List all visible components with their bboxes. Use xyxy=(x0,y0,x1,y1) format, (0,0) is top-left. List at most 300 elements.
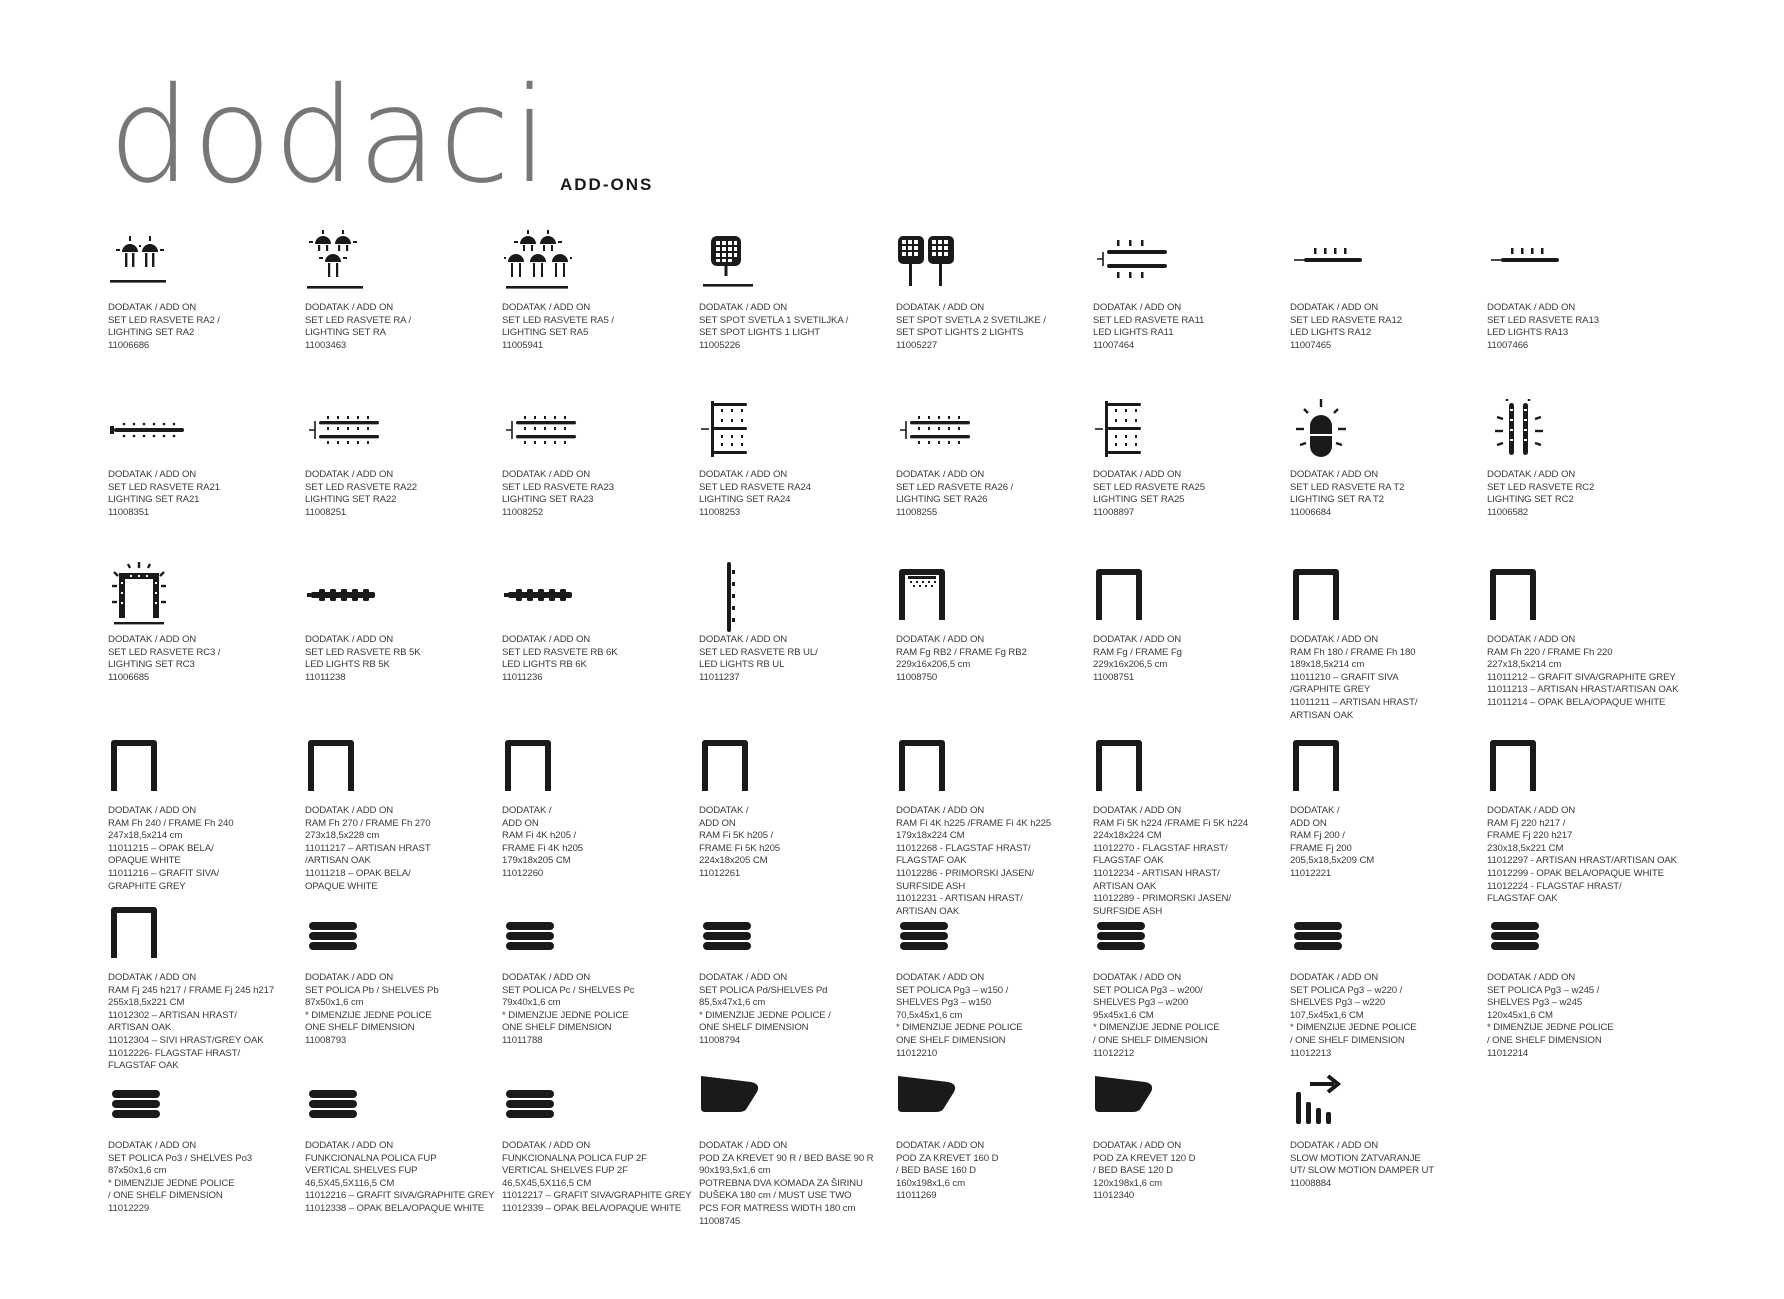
addon-item xyxy=(896,1068,1086,1202)
addon-text-line: FUNKCIONALNA POLICA FUP 2F xyxy=(502,1152,647,1164)
addon-text-line: DODATAK / ADD ON xyxy=(502,302,591,313)
addon-item xyxy=(1093,733,1283,917)
addon-text-line: SET LED RASVETE RA T2 xyxy=(1290,481,1405,493)
addon-description xyxy=(502,302,614,352)
addon-text-line: DODATAK / ADD ON xyxy=(1487,972,1576,983)
addon-text-line: 11005226 xyxy=(699,339,741,351)
addon-text-line: DODATAK / ADD ON xyxy=(108,469,197,480)
addon-text-line: 11006686 xyxy=(108,339,150,351)
page-subtitle: ADD-ONS xyxy=(560,175,654,194)
frame-icon xyxy=(502,733,612,797)
addon-text-line: RAM Fj 220 h217 / xyxy=(1487,817,1566,829)
addon-text-line: 11007464 xyxy=(1093,339,1135,351)
strip-fork-icon xyxy=(1093,230,1203,294)
strip-rays-icon xyxy=(1487,397,1597,461)
addon-text-line: SURFSIDE ASH xyxy=(896,880,966,892)
strip-short-icon xyxy=(1487,230,1597,294)
addon-description xyxy=(1290,1140,1434,1190)
shelves-icon xyxy=(305,1068,415,1132)
addon-text-line: PCS FOR MATRESS WIDTH 180 cm xyxy=(699,1202,856,1214)
lamps-5-icon xyxy=(502,230,612,294)
addon-text-line: DODATAK / ADD ON xyxy=(1290,302,1379,313)
addon-description xyxy=(108,805,233,893)
strip-thick-icon xyxy=(502,562,612,626)
addon-text-line: DODATAK / ADD ON xyxy=(502,972,591,983)
addon-text-line: DODATAK / ADD ON xyxy=(1093,972,1182,983)
addon-item xyxy=(502,1068,692,1214)
addon-description xyxy=(699,805,780,881)
addon-text-line: DODATAK / ADD ON xyxy=(1290,469,1379,480)
strip-vertical-icon xyxy=(1093,397,1203,461)
addon-text-line: LIGHTING SET RC3 xyxy=(108,659,195,671)
addon-text-line: POD ZA KREVET 120 D xyxy=(1093,1152,1196,1164)
addon-text-line: RAM Fj 200 / xyxy=(1290,830,1345,842)
addon-description xyxy=(699,972,831,1048)
addon-text-line: LED LIGHTS RB 5K xyxy=(305,659,390,671)
addon-text-line: LIGHTING SET RA5 xyxy=(502,327,589,339)
addon-text-line: * DIMENZIJE JEDNE POLICE / xyxy=(699,1009,831,1021)
addon-text-line: 11011211 – ARTISAN HRAST/ xyxy=(1290,696,1418,708)
addon-description xyxy=(1093,1140,1195,1203)
addon-text-line: DODATAK / ADD ON xyxy=(896,302,985,313)
addon-text-line: 11011238 xyxy=(305,671,346,683)
strip-double-icon xyxy=(305,397,415,461)
addon-item xyxy=(1290,1068,1480,1189)
addon-text-line: DODATAK / ADD ON xyxy=(896,469,985,480)
addon-item xyxy=(1487,397,1677,518)
addon-text-line: ADD ON xyxy=(502,817,539,829)
addon-text-line: SET LED RASVETE RB 5K xyxy=(305,646,421,658)
addon-text-line: SHELVES Pg3 – w150 xyxy=(896,997,992,1009)
addon-text-line: DODATAK / ADD ON xyxy=(305,805,394,816)
addon-text-line: ARTISAN OAK xyxy=(1290,709,1354,721)
addon-text-line: LIGHTING SET RA23 xyxy=(502,494,594,506)
addon-item xyxy=(896,900,1086,1059)
addon-text-line: 11012304 – SIVI HRAST/GREY OAK xyxy=(108,1034,264,1046)
addon-text-line: SET LED RASVETE RA5 / xyxy=(502,314,614,326)
addon-text-line: 11012338 – OPAK BELA/OPAQUE WHITE xyxy=(305,1202,485,1214)
addon-item xyxy=(502,900,692,1046)
addon-item xyxy=(1290,230,1480,351)
addon-text-line: 120x198x1,6 cm xyxy=(1093,1177,1162,1189)
addon-text-line: ARTISAN OAK xyxy=(108,1022,172,1034)
strip-short-icon xyxy=(1290,230,1400,294)
shelves-icon xyxy=(108,1068,218,1132)
addon-text-line: DODATAK / ADD ON xyxy=(1290,1140,1379,1151)
addon-text-line: OPAQUE WHITE xyxy=(305,880,378,892)
addon-item xyxy=(305,733,495,892)
addon-text-line: 11008351 xyxy=(108,506,150,518)
addon-text-line: 11012302 – ARTISAN HRAST/ xyxy=(108,1009,237,1021)
addon-text-line: * DIMENZIJE JEDNE POLICE xyxy=(896,1022,1023,1034)
addon-description xyxy=(1093,972,1220,1060)
addon-text-line: SET POLICA Pd/SHELVES Pd xyxy=(699,984,828,996)
addon-text-line: LIGHTING SET RA21 xyxy=(108,494,200,506)
addon-text-line: 85,5x47x1,6 cm xyxy=(699,997,766,1009)
addon-item xyxy=(1093,230,1283,351)
addon-item xyxy=(502,562,692,683)
addon-text-line: 11012270 - FLAGSTAF HRAST/ xyxy=(1093,842,1228,854)
addon-text-line: SET SPOT SVETLA 1 SVETILJKA / xyxy=(699,314,849,326)
addon-text-line: LIGHTING SET RC2 xyxy=(1487,494,1574,506)
frame-icon xyxy=(1093,562,1203,626)
addon-text-line: 11012213 xyxy=(1290,1047,1332,1059)
addon-text-line: ONE SHELF DIMENSION xyxy=(502,1022,612,1034)
addon-item xyxy=(699,397,889,518)
addon-text-line: * DIMENZIJE JEDNE POLICE xyxy=(1093,1022,1220,1034)
addon-description xyxy=(502,634,618,684)
addon-text-line: LIGHTING SET RA26 xyxy=(896,494,988,506)
addon-text-line: 11012221 xyxy=(1290,867,1332,879)
addon-description xyxy=(896,972,1023,1060)
addon-description xyxy=(305,805,431,893)
bed-base-icon xyxy=(1093,1068,1203,1132)
addon-text-line: 11008253 xyxy=(699,506,741,518)
addon-text-line: 205,5x18,5x209 CM xyxy=(1290,855,1375,867)
addon-text-line: 11011236 xyxy=(502,671,543,683)
slow-motion-icon xyxy=(1290,1068,1400,1132)
addon-text-line: FLAGSTAF OAK xyxy=(896,855,967,867)
addon-text-line: SET LED RASVETE RA11 xyxy=(1093,314,1205,326)
shelves-icon xyxy=(1487,900,1597,964)
addon-text-line: FRAME Fj 200 xyxy=(1290,842,1352,854)
addon-text-line: 107,5x45x1,6 CM xyxy=(1290,1009,1364,1021)
addon-text-line: 11011212 – GRAFIT SIVA/GRAPHITE GREY xyxy=(1487,671,1676,683)
addon-text-line: RAM Fg / FRAME Fg xyxy=(1093,646,1182,658)
addon-text-line: 11008794 xyxy=(699,1034,741,1046)
addon-text-line: 189x18,5x214 cm xyxy=(1290,659,1365,671)
addon-item xyxy=(1290,733,1480,879)
addon-description xyxy=(305,302,411,352)
addon-text-line: 11011269 xyxy=(896,1190,937,1202)
bulb-icon xyxy=(1290,397,1400,461)
lamps-2-icon xyxy=(108,230,218,294)
addon-text-line: 87x50x1,6 cm xyxy=(108,1165,167,1177)
addon-text-line: 11012339 – OPAK BELA/OPAQUE WHITE xyxy=(502,1202,682,1214)
addon-text-line: DODATAK / ADD ON xyxy=(305,1140,394,1151)
addon-text-line: 11012212 xyxy=(1093,1047,1135,1059)
addon-item xyxy=(1290,397,1480,518)
addon-description xyxy=(1487,805,1677,906)
addon-item xyxy=(502,733,692,879)
addon-text-line: * DIMENZIJE JEDNE POLICE xyxy=(502,1009,629,1021)
addon-text-line: DODATAK / ADD ON xyxy=(699,972,788,983)
bed-base-icon xyxy=(896,1068,1006,1132)
addon-text-line: 11005227 xyxy=(896,339,938,351)
addon-text-line: SET LED RASVETE RA23 xyxy=(502,481,614,493)
addon-item xyxy=(502,230,692,351)
addon-text-line: SET LED RASVETE RA24 xyxy=(699,481,811,493)
addon-text-line: 11011788 xyxy=(502,1034,543,1046)
addon-text-line: 11005941 xyxy=(502,339,544,351)
addon-description xyxy=(1290,302,1402,352)
addon-description xyxy=(502,972,634,1048)
addon-text-line: SET LED RASVETE RB UL/ xyxy=(699,646,818,658)
addon-item xyxy=(108,1068,298,1214)
addon-text-line: / ONE SHELF DIMENSION xyxy=(1487,1034,1602,1046)
addon-text-line: UT/ SLOW MOTION DAMPER UT xyxy=(1290,1165,1435,1177)
addon-text-line: 11008751 xyxy=(1093,671,1135,683)
addon-item xyxy=(108,562,298,683)
addon-text-line: 11012224 - FLAGSTAF HRAST/ xyxy=(1487,880,1622,892)
addon-text-line: / ONE SHELF DIMENSION xyxy=(1093,1034,1208,1046)
addon-text-line: DODATAK / ADD ON xyxy=(108,805,197,816)
addon-text-line: DODATAK / ADD ON xyxy=(108,972,197,983)
addon-description xyxy=(1290,634,1417,722)
addon-text-line: 11012226- FLAGSTAF HRAST/ xyxy=(108,1047,241,1059)
addon-text-line: SET LED RASVETE RA22 xyxy=(305,481,417,493)
addon-item xyxy=(896,230,1086,351)
addon-text-line: VERTICAL SHELVES FUP xyxy=(305,1165,418,1177)
addon-text-line: / BED BASE 120 D xyxy=(1093,1165,1173,1177)
addon-text-line: 230x18,5x221 CM xyxy=(1487,842,1564,854)
addon-text-line: 11012340 xyxy=(1093,1190,1135,1202)
shelves-icon xyxy=(896,900,1006,964)
addon-text-line: LED LIGHTS RA11 xyxy=(1093,327,1174,339)
addon-text-line: DODATAK / ADD ON xyxy=(699,302,788,313)
shelves-icon xyxy=(502,900,612,964)
addon-description xyxy=(1487,972,1614,1060)
addon-text-line: 120x45x1,6 CM xyxy=(1487,1009,1553,1021)
addon-item xyxy=(896,397,1086,518)
addon-item xyxy=(1487,733,1677,905)
addon-text-line: DODATAK / ADD ON xyxy=(1093,469,1182,480)
addon-text-line: SET LED RASVETE RC3 / xyxy=(108,646,221,658)
frame-icon xyxy=(108,900,218,964)
addon-description xyxy=(1487,469,1594,519)
addon-text-line: DODATAK / ADD ON xyxy=(1093,634,1182,645)
addon-text-line: 255x18,5x221 CM xyxy=(108,997,185,1009)
addon-text-line: RAM Fi 4K h225 /FRAME Fi 4K h225 xyxy=(896,817,1052,829)
addon-text-line: DODATAK / ADD ON xyxy=(305,469,394,480)
addon-text-line: SET POLICA Po3 / SHELVES Po3 xyxy=(108,1152,253,1164)
addon-text-line: / BED BASE 160 D xyxy=(896,1165,976,1177)
shelves-icon xyxy=(502,1068,612,1132)
addon-text-line: SET SPOT SVETLA 2 SVETILJKE / xyxy=(896,314,1046,326)
addon-text-line: 11008884 xyxy=(1290,1177,1332,1189)
addon-text-line: LIGHTING SET RA2 xyxy=(108,327,195,339)
addon-description xyxy=(1093,634,1182,684)
addon-text-line: SET LED RASVETE RA13 xyxy=(1487,314,1599,326)
addon-text-line: 11012231 - ARTISAN HRAST/ xyxy=(896,893,1023,905)
addon-text-line: DODATAK / ADD ON xyxy=(1290,972,1379,983)
strip-dots-icon xyxy=(108,397,218,461)
addon-text-line: SET LED RASVETE RA21 xyxy=(108,481,220,493)
lamps-3-icon xyxy=(305,230,415,294)
addon-text-line: * DIMENZIJE JEDNE POLICE xyxy=(1487,1022,1614,1034)
frame-icon xyxy=(1093,733,1203,797)
shelves-icon xyxy=(1093,900,1203,964)
strip-double-icon xyxy=(502,397,612,461)
addon-text-line: 11012234 - ARTISAN HRAST/ xyxy=(1093,867,1220,879)
addon-item xyxy=(699,900,889,1046)
addon-text-line: DODATAK / ADD ON xyxy=(1290,634,1379,645)
addon-text-line: 179x18x205 CM xyxy=(502,855,571,867)
addon-description xyxy=(1487,634,1678,710)
addon-text-line: DODATAK / ADD ON xyxy=(1487,805,1576,816)
addon-text-line: SET LED RASVETE RA2 / xyxy=(108,314,220,326)
addon-text-line: DODATAK / ADD ON xyxy=(502,1140,591,1151)
addon-item xyxy=(305,1068,495,1214)
addon-text-line: DODATAK / xyxy=(502,805,552,816)
addon-description xyxy=(1290,469,1404,519)
addon-text-line: FRAME Fj 220 h217 xyxy=(1487,830,1573,842)
addon-description xyxy=(108,1140,252,1216)
addon-description xyxy=(699,634,818,684)
addon-description xyxy=(305,972,439,1048)
addon-text-line: FLAGSTAF OAK xyxy=(108,1060,179,1072)
addon-description xyxy=(108,469,220,519)
addon-text-line: 11003463 xyxy=(305,339,347,351)
addon-description xyxy=(1290,972,1417,1060)
addon-text-line: 11006582 xyxy=(1487,506,1529,518)
frame-rb-icon xyxy=(896,562,1006,626)
addon-text-line: 227x18,5x214 cm xyxy=(1487,659,1562,671)
addon-item xyxy=(108,733,298,892)
addon-item xyxy=(699,562,889,683)
addon-text-line: 11011215 – OPAK BELA/ xyxy=(108,842,214,854)
addon-text-line: RAM Fj 245 h217 / FRAME Fj 245 h217 xyxy=(108,984,275,996)
addon-text-line: * DIMENZIJE JEDNE POLICE xyxy=(305,1009,432,1021)
addon-text-line: SET LED RASVETE RA25 xyxy=(1093,481,1205,493)
addon-text-line: 95x45x1,6 CM xyxy=(1093,1009,1154,1021)
spot-1-icon xyxy=(699,230,809,294)
addon-text-line: / ONE SHELF DIMENSION xyxy=(108,1190,223,1202)
shelves-icon xyxy=(699,900,809,964)
addon-text-line: 11012214 xyxy=(1487,1047,1529,1059)
addon-item xyxy=(305,230,495,351)
addon-text-line: RAM Fh 180 / FRAME Fh 180 xyxy=(1290,646,1416,658)
addon-text-line: /ARTISAN OAK xyxy=(305,855,371,867)
addon-text-line: 11011213 – ARTISAN HRAST/ARTISAN OAK xyxy=(1487,684,1679,696)
addon-text-line: LIGHTING SET RA T2 xyxy=(1290,494,1384,506)
addon-item xyxy=(1093,1068,1283,1202)
addon-description xyxy=(896,469,1013,519)
addon-text-line: 11007465 xyxy=(1290,339,1332,351)
addon-description xyxy=(108,302,220,352)
addon-text-line: DODATAK / ADD ON xyxy=(305,634,394,645)
addon-description xyxy=(896,634,1027,684)
addon-item xyxy=(108,900,298,1072)
addon-item xyxy=(502,397,692,518)
addon-description xyxy=(108,972,274,1073)
addon-text-line: DODATAK / ADD ON xyxy=(896,634,985,645)
addon-text-line: FRAME Fi 4K h205 xyxy=(502,842,584,854)
addon-text-line: 11012260 xyxy=(502,867,544,879)
addon-text-line: DODATAK / ADD ON xyxy=(502,469,591,480)
addon-text-line: SLOW MOTION ZATVARANJE xyxy=(1290,1152,1421,1164)
addon-text-line: DODATAK / ADD ON xyxy=(699,1140,788,1151)
addon-text-line: SET POLICA Pg3 – w150 / xyxy=(896,984,1009,996)
addon-text-line: 11006685 xyxy=(108,671,150,683)
addon-text-line: * DIMENZIJE JEDNE POLICE xyxy=(1290,1022,1417,1034)
addon-text-line: DODATAK / ADD ON xyxy=(108,1140,197,1151)
frame-icon xyxy=(896,733,1006,797)
addon-item xyxy=(1093,562,1283,683)
addon-text-line: 247x18,5x214 cm xyxy=(108,830,183,842)
addon-text-line: SET LED RASVETE RA / xyxy=(305,314,412,326)
addon-text-line: ONE SHELF DIMENSION xyxy=(305,1022,415,1034)
addon-description xyxy=(502,469,614,519)
addon-text-line: RAM Fi 5K h205 / xyxy=(699,830,774,842)
addon-description xyxy=(305,469,417,519)
addon-text-line: SET SPOT LIGHTS 2 LIGHTS xyxy=(896,327,1024,339)
addon-item xyxy=(1487,900,1677,1059)
addon-text-line: SET LED RASVETE RC2 xyxy=(1487,481,1595,493)
addon-text-line: 87x50x1,6 cm xyxy=(305,997,364,1009)
addon-description xyxy=(305,1140,494,1216)
page-title: dodaci xyxy=(108,59,550,213)
addon-text-line: 11012261 xyxy=(699,867,741,879)
addon-text-line: ONE SHELF DIMENSION xyxy=(896,1034,1006,1046)
addon-item xyxy=(108,230,298,351)
addon-text-line: DODATAK / ADD ON xyxy=(896,805,985,816)
addon-text-line: DODATAK / ADD ON xyxy=(1487,302,1576,313)
addon-item xyxy=(1290,562,1480,721)
addon-text-line: DODATAK / ADD ON xyxy=(502,634,591,645)
frame-icon xyxy=(108,733,218,797)
addon-text-line: 11012210 xyxy=(896,1047,938,1059)
addon-description xyxy=(699,302,848,352)
addon-text-line: LIGHTING SET RA22 xyxy=(305,494,397,506)
addon-text-line: 11012299 - OPAK BELA/OPAQUE WHITE xyxy=(1487,867,1664,879)
addon-text-line: SET POLICA Pb / SHELVES Pb xyxy=(305,984,439,996)
addon-text-line: OPAQUE WHITE xyxy=(108,855,181,867)
addon-text-line: ONE SHELF DIMENSION xyxy=(699,1022,809,1034)
frame-icon xyxy=(1487,733,1597,797)
addon-item xyxy=(1093,900,1283,1059)
addon-description xyxy=(502,805,583,881)
addon-text-line: LED LIGHTS RB 6K xyxy=(502,659,587,671)
addon-text-line: 11012286 - PRIMORSKI JASEN/ xyxy=(896,867,1034,879)
bed-base-icon xyxy=(699,1068,809,1132)
addon-text-line: SURFSIDE ASH xyxy=(1093,905,1163,917)
addon-text-line: 273x18,5x228 cm xyxy=(305,830,380,842)
addon-text-line: SET POLICA Pg3 – w245 / xyxy=(1487,984,1600,996)
addon-text-line: 11011214 – OPAK BELA/OPAQUE WHITE xyxy=(1487,696,1666,708)
addon-text-line: RAM Fg RB2 / FRAME Fg RB2 xyxy=(896,646,1027,658)
addon-text-line: DODATAK / ADD ON xyxy=(1487,634,1576,645)
addon-text-line: 11008750 xyxy=(896,671,938,683)
frame-icon xyxy=(1290,562,1400,626)
addon-item xyxy=(896,733,1086,917)
addon-text-line: LIGHTING SET RA24 xyxy=(699,494,791,506)
addon-text-line: DODATAK / ADD ON xyxy=(1093,805,1182,816)
addon-text-line: 46,5X45,5X116,5 CM xyxy=(502,1177,592,1189)
addon-text-line: SET LED RASVETE RA12 xyxy=(1290,314,1402,326)
addon-text-line: LIGHTING SET RA25 xyxy=(1093,494,1185,506)
addon-description xyxy=(1487,302,1599,352)
addon-text-line: 11008251 xyxy=(305,506,347,518)
addon-text-line: VERTICAL SHELVES FUP 2F xyxy=(502,1165,628,1177)
addon-text-line: FRAME Fi 5K h205 xyxy=(699,842,781,854)
addon-text-line: LIGHTING SET RA xyxy=(305,327,386,339)
addon-text-line: 11012268 - FLAGSTAF HRAST/ xyxy=(896,842,1031,854)
addon-text-line: GRAPHITE GREY xyxy=(108,880,186,892)
addon-text-line: SET POLICA Pg3 – w220 / xyxy=(1290,984,1403,996)
shelves-icon xyxy=(1290,900,1400,964)
addon-text-line: 70,5x45x1,6 cm xyxy=(896,1009,963,1021)
addon-text-line: POD ZA KREVET 160 D xyxy=(896,1152,999,1164)
addon-text-line: SET POLICA Pc / SHELVES Pc xyxy=(502,984,635,996)
addon-text-line: LED LIGHTS RA12 xyxy=(1290,327,1372,339)
addon-item xyxy=(1487,562,1679,708)
addon-item xyxy=(1487,230,1677,351)
frame-icon xyxy=(305,733,415,797)
addon-text-line: ARTISAN OAK xyxy=(1093,880,1157,892)
addon-text-line: FLAGSTAF OAK xyxy=(1093,855,1164,867)
addon-text-line: DODATAK / ADD ON xyxy=(699,469,788,480)
